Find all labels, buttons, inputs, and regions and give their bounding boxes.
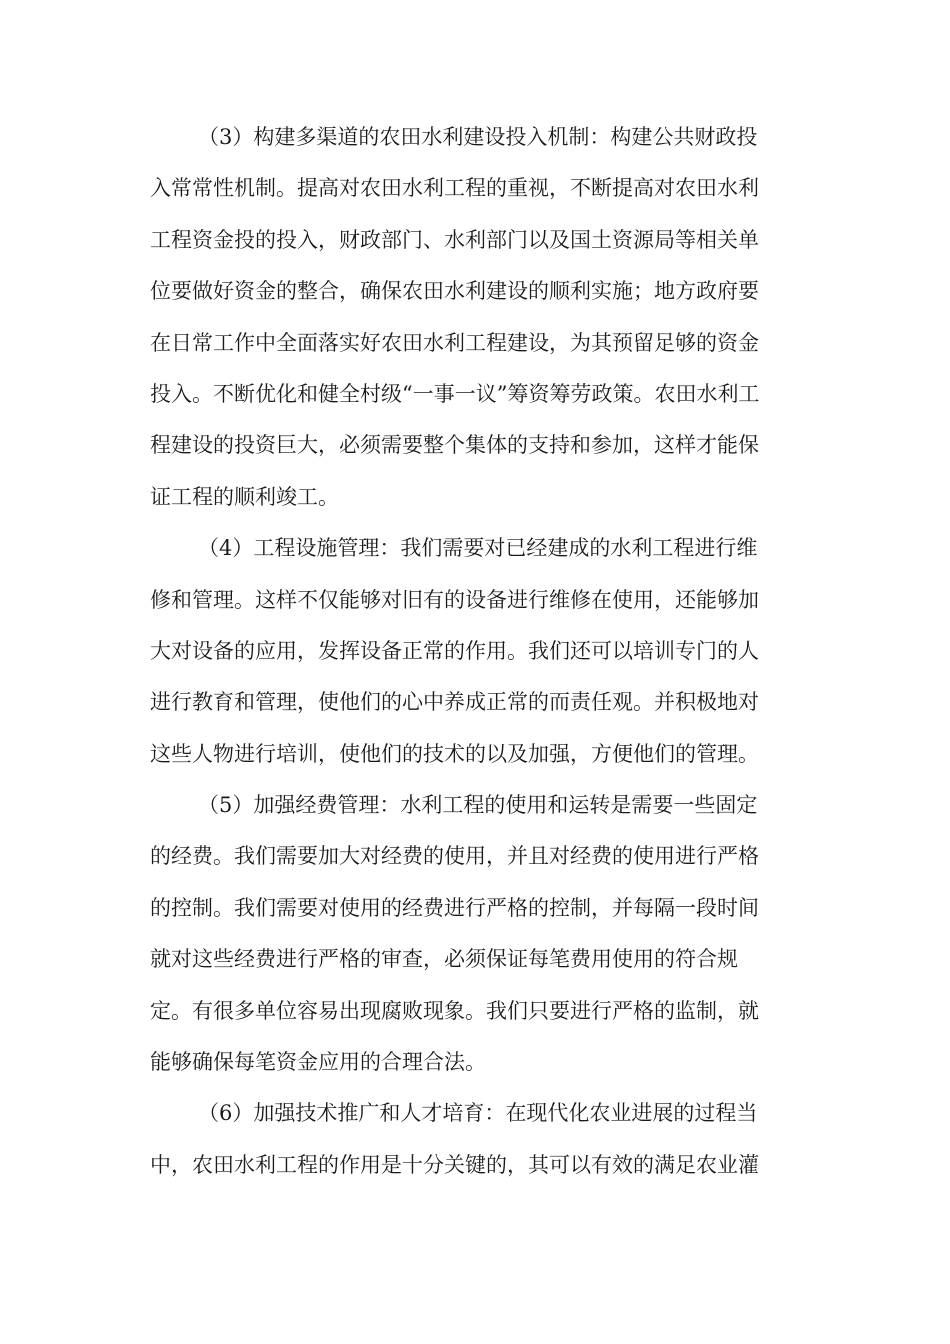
- text-line: 进行教育和管理，使他们的心中养成正常的而责任观。并积极地对: [150, 690, 759, 715]
- paragraph-3: [150, 112, 800, 523]
- text-line: 大对设备的应用，发挥设备正常的作用。我们还可以培训专门的人: [150, 638, 759, 663]
- text-line: 的控制。我们需要对使用的经费进行严格的控制，并每隔一段时间: [150, 895, 759, 920]
- text-line: 就对这些经费进行严格的审查，必须保证每笔费用使用的符合规: [150, 947, 738, 972]
- text-line: （5）加强经费管理：水利工程的使用和运转是需要一些固定: [198, 793, 758, 818]
- paragraph-5: [150, 780, 800, 1088]
- paragraph-6: [150, 1088, 800, 1191]
- text-line: 证工程的顺利竣工。: [150, 484, 339, 509]
- text-line: 定。有很多单位容易出现腐败现象。我们只要进行严格的监制，就: [150, 998, 759, 1023]
- text-line: 能够确保每笔资金应用的合理合法。: [150, 1050, 486, 1075]
- text-line: 这些人物进行培训，使他们的技术的以及加强，方便他们的管理。: [150, 741, 759, 766]
- text-line: （3）构建多渠道的农田水利建设投入机制：构建公共财政投: [198, 125, 758, 149]
- text-line: 工程资金投的投入，财政部门、水利部门以及国土资源局等相关单: [150, 227, 759, 252]
- text-line: 入常常性机制。提高对农田水利工程的重视，不断提高对农田水利: [150, 176, 759, 201]
- text-line: 位要做好资金的整合，确保农田水利建设的顺利实施；地方政府要: [150, 279, 759, 304]
- text-line: 在日常工作中全面落实好农田水利工程建设，为其预留足够的资金: [150, 330, 759, 355]
- body-text: [150, 112, 800, 1191]
- text-line: 的经费。我们需要加大对经费的使用，并且对经费的使用进行严格: [150, 844, 759, 869]
- text-line: 中，农田水利工程的作用是十分关键的，其可以有效的满足农业灌: [150, 1152, 759, 1177]
- text-line: （6）加强技术推广和人才培育：在现代化农业进展的过程当: [198, 1101, 758, 1126]
- text-line: 投入。不断优化和健全村级“一事一议”筹资筹劳政策。农田水利工: [150, 381, 760, 406]
- text-line: （4）工程设施管理：我们需要对已经建成的水利工程进行维: [198, 536, 758, 561]
- text-line: 修和管理。这样不仅能够对旧有的设备进行维修在使用，还能够加: [150, 587, 759, 612]
- paragraph-4: [150, 523, 800, 780]
- text-line: 程建设的投资巨大，必须需要整个集体的支持和参加，这样才能保: [150, 433, 759, 458]
